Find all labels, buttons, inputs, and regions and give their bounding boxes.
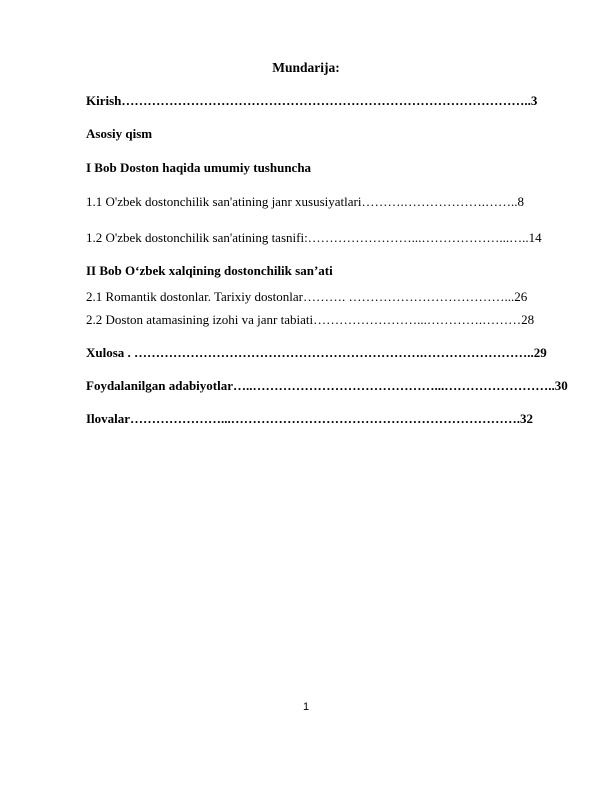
toc-entry-kirish: Kirish…………………………………………………………………………………..3 bbox=[86, 93, 538, 108]
toc-entry-ilovalar: Ilovalar…………………...………………………………………………………….32 bbox=[86, 411, 534, 426]
toc-entry-2-2: 2.2 Doston atamasining izohi va janr tabiati……………………...………….………28 bbox=[86, 312, 535, 327]
toc-entry-1-2: 1.2 O'zbek dostonchilik san'atining tasnifi:……………………...………………...…..14 bbox=[86, 230, 542, 245]
toc-entry-asosiy-qism: Asosiy qism bbox=[86, 126, 153, 141]
toc-entry-chapter-1: I Bob Doston haqida umumiy tushuncha bbox=[86, 160, 312, 175]
toc-entry-adabiyotlar: Foydalanilgan adabiyotlar…..……………………………………...……………………..30 bbox=[86, 378, 568, 393]
toc-title: Mundarija: bbox=[272, 60, 340, 75]
page-number: 1 bbox=[302, 701, 310, 713]
toc-entry-1-1: 1.1 O'zbek dostonchilik san'atining janr xususiyatlari……….……………….……..8 bbox=[86, 194, 524, 209]
toc-entry-chapter-2: II Bob O‘zbek xalqining dostonchilik san’ati bbox=[86, 263, 333, 278]
toc-entry-xulosa: Xulosa . ………………………………………………………….……………………..29 bbox=[86, 345, 547, 360]
toc-entry-2-1: 2.1 Romantik dostonlar. Tarixiy dostonlar………. ………………………………...26 bbox=[86, 289, 528, 304]
